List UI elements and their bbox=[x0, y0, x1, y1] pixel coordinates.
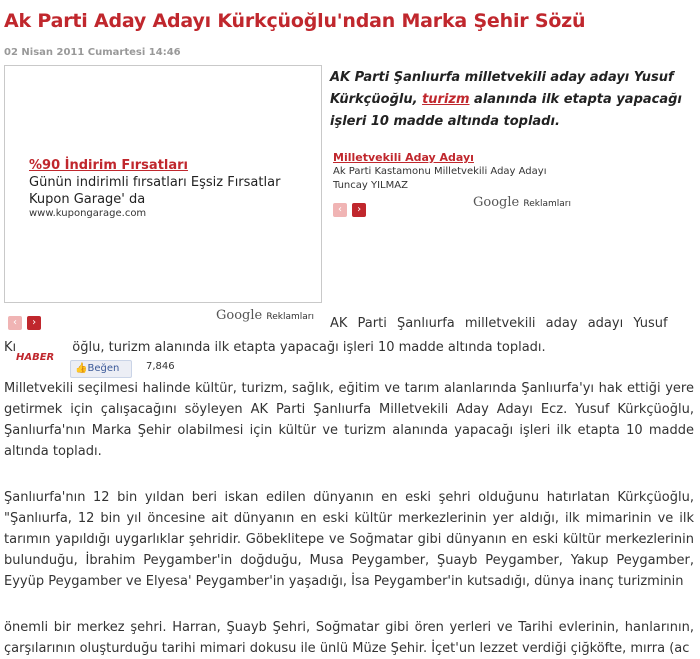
ad-left-nav bbox=[8, 310, 41, 330]
ad-right-google-label[interactable] bbox=[473, 195, 571, 210]
ad-right-title[interactable]: Milletvekili Aday Adayı bbox=[333, 151, 474, 164]
article-date: 02 Nisan 2011 Cumartesi 14:46 bbox=[4, 47, 181, 58]
like-label: Beğen bbox=[87, 363, 120, 374]
intro-line-2-start: Kı bbox=[4, 340, 17, 355]
intro-line-2-text: öğlu, turizm alanında ilk etapta yapacağı işleri 10 madde altında topladı. bbox=[72, 340, 546, 355]
ad-left-google-label[interactable] bbox=[216, 308, 314, 323]
ad-left-prev-button[interactable]: ‹ bbox=[8, 316, 22, 330]
lead-link-turizm[interactable]: turizm bbox=[422, 92, 470, 107]
google-logo-text: Google bbox=[216, 308, 263, 323]
ad-left-title[interactable]: %90 İndirim Fırsatları bbox=[29, 158, 189, 173]
ad-right-text[interactable]: Ak Parti Kastamonu Milletvekili Aday Adayı Tuncay YILMAZ bbox=[333, 166, 547, 191]
article-lead bbox=[330, 67, 690, 133]
reklamlari-text: Reklamları bbox=[266, 312, 314, 322]
reklamlari-text: Reklamları bbox=[523, 199, 571, 209]
like-button[interactable] bbox=[70, 360, 132, 378]
lead-text-2: alanında ilk etapta yapacağı işleri 10 madde altında topladı. bbox=[330, 92, 682, 129]
ad-right-nav bbox=[333, 197, 366, 217]
article-title: Ak Parti Aday Adayı Kürkçüoğlu'ndan Marka Şehir Sözü bbox=[4, 10, 586, 32]
lead-text-1: AK Parti Şanlıurfa milletvekili aday adayı Yusuf Kürkçüoğlu, bbox=[330, 70, 674, 107]
intro-line-2 bbox=[4, 340, 546, 355]
ad-left-url[interactable]: www.kupongarage.com bbox=[29, 208, 147, 219]
ad-left-next-button[interactable]: › bbox=[27, 316, 41, 330]
paragraph-3: önemli bir merkez şehri. Harran, Şuayb Şehri, Soğmatar gibi ören yerleri ve Tarihi evlerinin, hanlarının, çarşılarının oluşturduğu tarihi mimari dokusu ile ünlü Müze Şehir. İçet'un lezzet verdiği çiğköfte, mırra (ac bbox=[4, 620, 694, 656]
paragraph-2: Şanlıurfa'nın 12 bin yıldan beri iskan edilen dünyanın en eski şehri olduğunu hatırlatan Kürkçüoğlu, "Şanlıurfa, 12 bin yıl öncesine ait dünyanın en eski kültür merkezlerinin yer aldığı, ilk mimarinin ve ilk tarımın yapıldığı uygarlıklar şehridir. Göbeklitepe ve Soğmatar gibi dünyanın en eski kültür merkezlerinin bulunduğu, İbrahim Peygamber'in doğduğu, Musa Peygamber, Şuayb Peygamber, Yakup Peygamber, Eyyüp Peygamber ve Elyesa' Peygamber'in yaşadığı, İsa Peygamber'in kutsadığı, dünya inanç turizminin bbox=[4, 490, 694, 589]
ad-box-left bbox=[4, 65, 322, 303]
paragraph-1: Milletvekili seçilmesi halinde kültür, turizm, sağlık, eğitim ve tarım alanlarında Şanlıurfa'yı hak ettiği yere getirmek için çalışacağını söyleyen AK Parti Şanlıurfa Milletvekili Aday Adayı Ecz. Yusuf Kürkçüoğlu, Şanlıurfa'nın Marka Şehir olabilmesi için kültür ve turizm alanında yapacağı işleri ilk etapta 10 madde altında topladı. bbox=[4, 381, 694, 459]
google-logo-text: Google bbox=[473, 195, 520, 210]
like-count: 7,846 bbox=[146, 361, 175, 372]
ad-right-prev-button[interactable]: ‹ bbox=[333, 203, 347, 217]
intro-line-1: AK Parti Şanlıurfa milletvekili aday adayı Yusuf bbox=[330, 316, 668, 331]
ad-left-text[interactable]: Günün indirimli fırsatları Eşsiz Fırsatlar Kupon Garage' da bbox=[29, 175, 281, 207]
haber-logo[interactable]: HABER bbox=[16, 352, 55, 363]
thumbs-up-icon: 👍 bbox=[75, 363, 88, 374]
ad-right-next-button[interactable]: › bbox=[352, 203, 366, 217]
